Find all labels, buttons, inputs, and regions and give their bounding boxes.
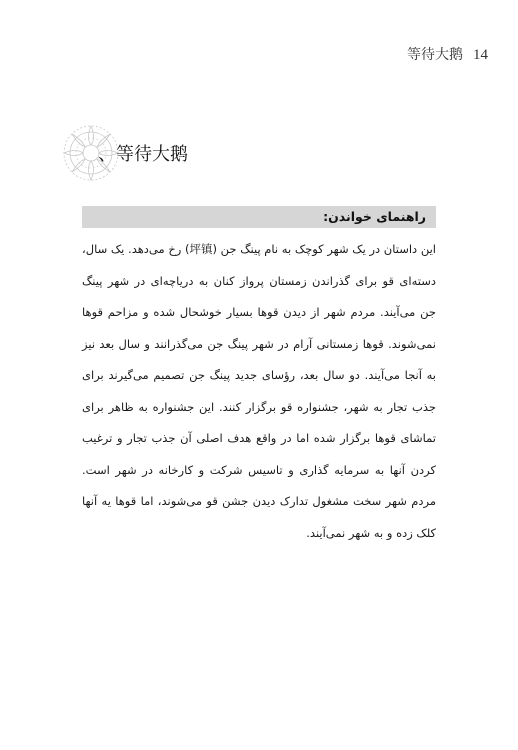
- running-header: [407, 44, 488, 64]
- chapter-heading: [60, 122, 210, 182]
- reading-guide-banner: [82, 206, 436, 228]
- chapter-title: 、等待大鹅: [98, 144, 188, 165]
- page-number: 14: [473, 47, 488, 63]
- reading-guide-title: راهنمای خواندن:: [323, 209, 426, 224]
- running-title: 等待大鹅: [407, 47, 463, 63]
- story-summary-text: این داستان در یک شهر کوچک به نام پینگ جن (坪镇) رخ می‌دهد. یک سال، دسته‌ای قو برای گذراندن زمستان پرواز کنان به دریاچه‌ای در شهر پینگ جن می‌آیند. مردم شهر از دیدن قوها بسیار خوشحال شده و مزاحم قوها نمی‌شوند. قوها زمستانی آرام در شهر پینگ جن می‌گذرانند و سال بعد نیز به آنجا می‌آیند. دو سال بعد، رؤسای جدید پینگ جن تصمیم می‌گیرند برای جذب تجار به شهر، جشنواره قو برگزار کنند. این جشنواره به ظاهر برای تماشای قوها برگزار شده اما در واقع هدف اصلی آن جذب تجار و ترغیب کردن آنها به سرمایه گذاری و تاسیس شرکت و کارخانه در شهر است. مردم شهر سخت مشغول تدارک دیدن جشن قو می‌شوند، اما قوها یه آنها کلک زده و به شهر نمی‌آیند.: [82, 242, 436, 540]
